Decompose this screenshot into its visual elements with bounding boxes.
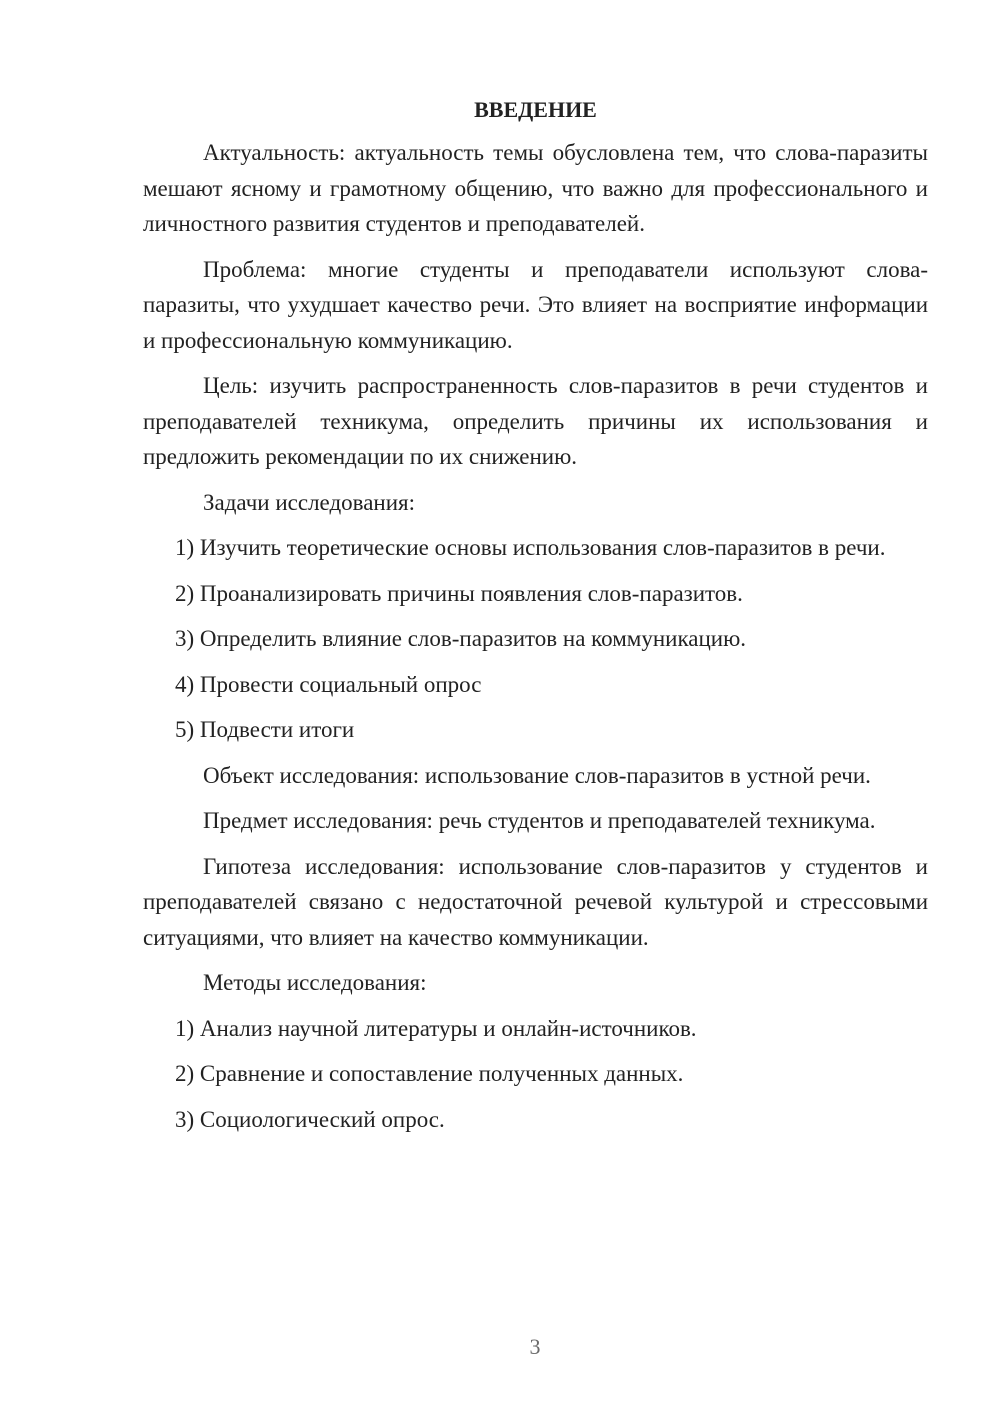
hypothesis-paragraph: Гипотеза исследования: использование слов-паразитов у студентов и преподавателей связано с недостаточной речевой культурой и стрессовыми ситуациями, что влияет на качество коммуникации. <box>143 853 928 950</box>
document-body <box>143 95 928 1147</box>
page-number: 3 <box>529 1334 541 1359</box>
task-item-5: 5) Подвести итоги <box>175 717 355 742</box>
page-title: ВВЕДЕНИЕ <box>474 97 597 122</box>
task-item-4: 4) Провести социальный опрос <box>175 671 482 697</box>
method-item-3: 3) Социологический опрос. <box>175 1106 445 1132</box>
method-item-2: 2) Сравнение и сопоставление полученных данных. <box>175 1061 684 1086</box>
subject-paragraph: Предмет исследования: речь студентов и преподавателей техникума. <box>203 808 876 833</box>
task-item-3: 3) Определить влияние слов-паразитов на коммуникацию. <box>175 626 747 651</box>
method-item-1: 1) Анализ научной литературы и онлайн-источников. <box>175 1015 697 1041</box>
tasks-heading: Задачи исследования: <box>203 489 416 515</box>
task-item-1: 1) Изучить теоретические основы использования слов-паразитов в речи. <box>175 535 886 560</box>
task-item-2: 2) Проанализировать причины появления слов-паразитов. <box>175 580 743 606</box>
problem-paragraph: Проблема: многие студенты и преподаватели используют слова-паразиты, что ухудшает качество речи. Это влияет на восприятие информации и профессиональную коммуникацию. <box>143 256 928 353</box>
goal-paragraph: Цель: изучить распространенность слов-паразитов в речи студентов и преподавателей техникума, определить причины их использования и предложить рекомендации по их снижению. <box>143 373 928 469</box>
methods-heading: Методы исследования: <box>203 970 427 995</box>
object-paragraph: Объект исследования: использование слов-паразитов в устной речи. <box>203 762 871 788</box>
relevance-paragraph: Актуальность: актуальность темы обусловлена тем, что слова-паразиты мешают ясному и грамотному общению, что важно для профессионального и личностного развития студентов и преподавателей. <box>143 140 928 236</box>
